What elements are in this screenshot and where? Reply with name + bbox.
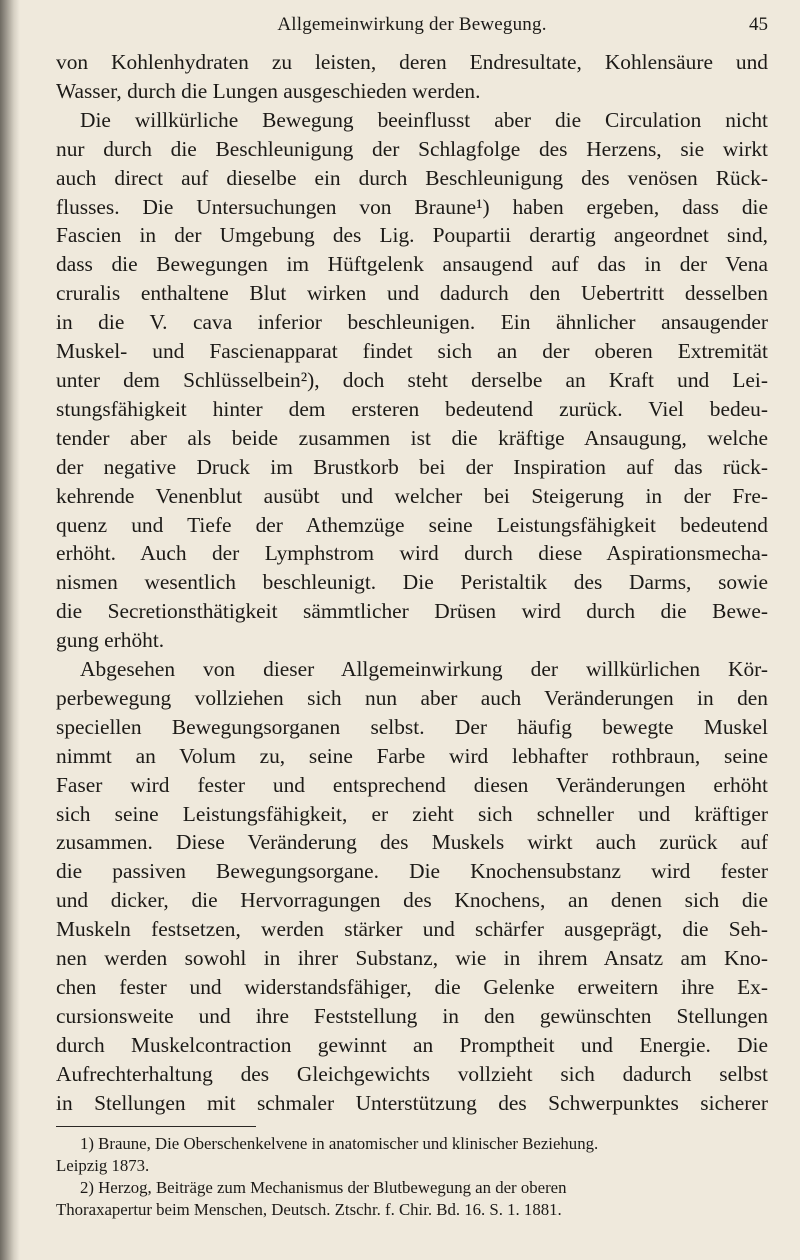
text-line: und dicker, die Hervorragungen des Knochens, an denen sich die [56,888,768,913]
book-page [56,8,768,1221]
footnote-2: 2) Herzog, Beiträge zum Mechanismus der Blutbewegung an der oberen [80,1177,567,1197]
text-line: speciellen Bewegungsorganen selbst. Der häufig bewegte Muskel [56,714,768,739]
text-line: unter dem Schlüsselbein²), doch steht derselbe an Kraft und Lei- [56,367,768,392]
text-line: cruralis enthaltene Blut wirken und dadurch den Uebertritt desselben [56,281,768,306]
text-line: durch Muskelcontraction gewinnt an Promptheit und Energie. Die [56,1032,768,1057]
page-number: 45 [749,14,768,35]
text-line: cursionsweite und ihre Feststellung in den gewünschten Stellungen [56,1003,768,1028]
text-line: dass die Bewegungen im Hüftgelenk ansaugend auf das in der Vena [56,252,768,277]
text-line: Fascien in der Umgebung des Lig. Poupartii derartig angeordnet sind, [56,223,768,248]
text-line: der negative Druck im Brustkorb bei der Inspiration auf das rück- [56,454,768,479]
text-line: stungsfähigkeit hinter dem ersteren bedeutend zurück. Viel bedeu- [56,396,768,421]
text-line: sich seine Leistungsfähigkeit, er zieht sich schneller und kräftiger [56,801,768,826]
footnote-2-continued: Thoraxapertur beim Menschen, Deutsch. Ztschr. f. Chir. Bd. 16. S. 1. 1881. [56,1199,562,1219]
text-line: Muskeln festsetzen, werden stärker und schärfer ausgeprägt, die Seh- [56,917,768,942]
footnote-1: 1) Braune, Die Oberschenkelvene in anatomischer und klinischer Beziehung. [80,1133,599,1153]
text-line: perbewegung vollziehen sich nun aber auch Veränderungen in den [56,685,768,710]
body-text [56,48,768,1118]
text-line: Aufrechterhaltung des Gleichgewichts vollzieht sich dadurch selbst [56,1061,768,1086]
text-line: Wasser, durch die Lungen ausgeschieden werden. [56,78,481,103]
running-title: Allgemeinwirkung der Bewegung. [277,14,547,35]
text-line: nur durch die Beschleunigung der Schlagfolge des Herzens, sie wirkt [56,136,768,161]
text-line: erhöht. Auch der Lymphstrom wird durch diese Aspirationsmecha- [56,541,768,566]
page-binding-shadow [0,0,20,1260]
text-line: Abgesehen von dieser Allgemeinwirkung der willkürlichen Kör- [80,657,768,682]
running-header [56,8,768,48]
footnote-1-continued: Leipzig 1873. [56,1155,150,1175]
text-line: von Kohlenhydraten zu leisten, deren Endresultate, Kohlensäure und [56,50,768,74]
text-line: in die V. cava inferior beschleunigen. Ein ähnlicher ansaugender [56,310,768,335]
text-line: Faser wird fester und entsprechend diesen Veränderungen erhöht [56,772,768,797]
text-line: quenz und Tiefe der Athemzüge seine Leistungsfähigkeit bedeutend [56,512,768,537]
text-line: die passiven Bewegungsorgane. Die Knochensubstanz wird fester [56,859,768,884]
text-line: Die willkürliche Bewegung beeinflusst aber die Circulation nicht [80,107,768,132]
text-line: gung erhöht. [56,628,165,653]
text-line: chen fester und widerstandsfähiger, die Gelenke erweitern ihre Ex- [56,975,768,999]
text-line: zusammen. Diese Veränderung des Muskels wirkt auch zurück auf [56,830,768,855]
footnotes [56,1133,768,1221]
text-line: nen werden sowohl in ihrer Substanz, wie in ihrem Ansatz am Kno- [56,946,768,971]
text-line: nismen wesentlich beschleunigt. Die Peristaltik des Darms, sowie [56,570,768,595]
text-line: nimmt an Volum zu, seine Farbe wird lebhafter rothbraun, seine [56,743,768,768]
footnote-divider [56,1126,256,1127]
text-line: tender aber als beide zusammen ist die kräftige Ansaugung, welche [56,425,768,450]
text-line: auch direct auf dieselbe ein durch Beschleunigung des venösen Rück- [56,165,768,190]
text-line: in Stellungen mit schmaler Unterstützung des Schwerpunktes sicherer [56,1090,768,1115]
text-line: Muskel- und Fascienapparat findet sich an der oberen Extremität [56,339,768,364]
text-line: kehrende Venenblut ausübt und welcher bei Steigerung in der Fre- [56,483,768,508]
text-line: die Secretionsthätigkeit sämmtlicher Drüsen wird durch die Bewe- [56,599,768,624]
text-line: flusses. Die Untersuchungen von Braune¹) haben ergeben, dass die [56,194,768,219]
